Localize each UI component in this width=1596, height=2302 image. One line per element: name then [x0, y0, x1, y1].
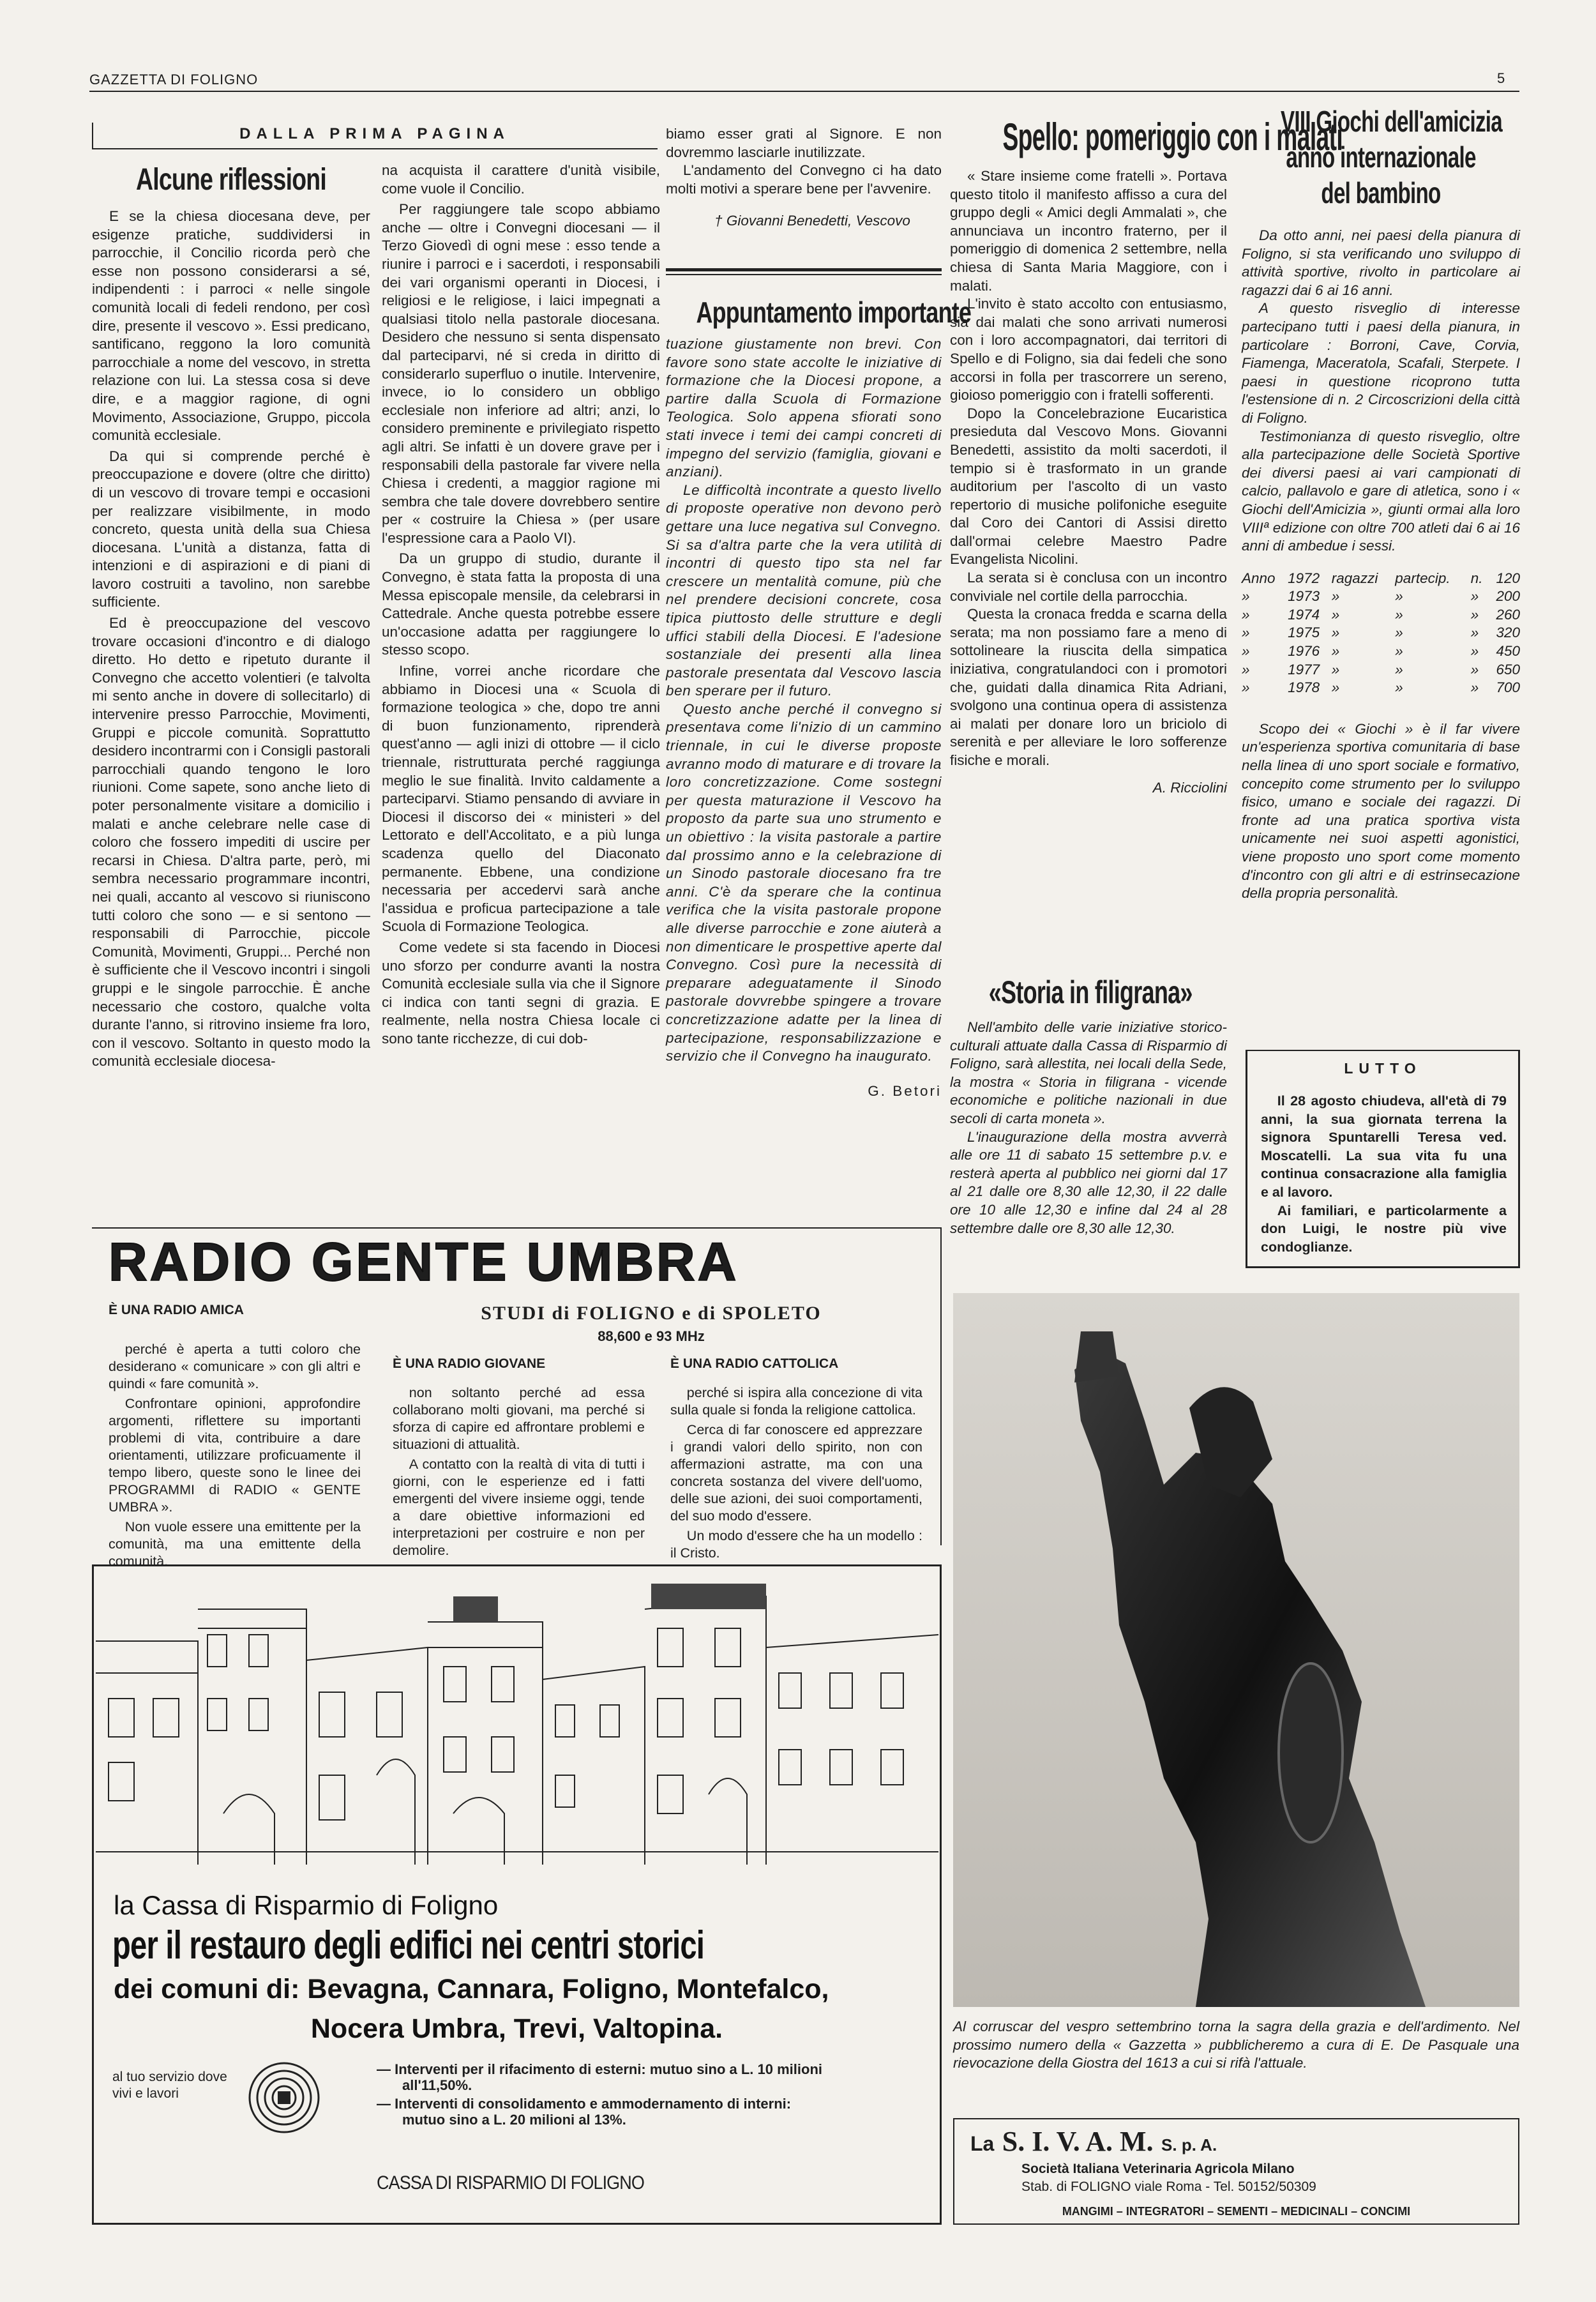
paragraph: Non vuole essere una emittente per la comunità, ma una emittente della comunità.: [109, 1519, 361, 1569]
paragraph: Questo anche perché il convegno si presentava come li'nizio di un cammino triennale, in cui le diverse proposte avranno modo di maturare e di trovare la loro concretizzazione. Come sostegni per questa maturazione il Vescovo ha proposto da parte sua uno strumento e un obiettivo : la visita pastorale a partire dal prossimo anno e la celebrazione di un Sinodo pastorale diocesano fra tre anni. C'è da sperare che la continua verifica che la visita pastorale propone alle diverse parrocchie e zone aiuterà a non dimenticare le prospettive aperte dal Convegno. Così pure la necessità di preparare adeguatamente il Sinodo pastorale dovvrebbe spingere a trovare concretizzazione adatte per la linea di partecipazione, responsabilizzazione e servizio che il Convegno ha inaugurato.: [666, 700, 942, 1064]
article-col-1: [92, 208, 370, 1216]
paragraph: na acquista il carattere d'unità visibile, come vuole il Concilio.: [382, 162, 660, 197]
table-cell: »: [1331, 679, 1340, 696]
table-cell: 260: [1496, 606, 1520, 623]
table-cell: 320: [1496, 625, 1520, 641]
paragraph: E se la chiesa diocesana deve, per esigenze pratiche, suddividersi in parrocchie, il Concilio ricorda però che esse non possono considerarsi a sé, indipendenti : i parroci « nelle singole comunità locali di fedeli rendono, per così dire, presente il vescovo ». Essi predicano, santificano, reggono la loro comunità parrocchiale a nome del vescovo, in stretta relazione con lui. La stessa cosa si deve dire, e a maggior ragione, di ogni Movimento, Associazione, Gruppo, piccola comunità ecclesiale.: [92, 208, 370, 444]
table-row: [1242, 679, 1520, 697]
cassa-line-3: dei comuni di: Bevagna, Cannara, Foligno, Montefalco,: [114, 1974, 829, 2004]
cassa-line-4: Nocera Umbra, Trevi, Valtopina.: [310, 2013, 723, 2044]
table-cell: »: [1395, 679, 1403, 696]
participants-table: [1242, 570, 1520, 697]
table-cell: ragazzi: [1331, 570, 1378, 586]
table-cell: »: [1242, 606, 1250, 623]
table-cell: 1977: [1288, 661, 1320, 678]
paragraph: L'invito è stato accolto con entusiasmo, sia dai malati che sono arrivati numerosi con i loro accompagnatori, dai territori di Spello e di Foligno, sia dai fedeli che sono accorsi in folla per trascorrere un sereno, gioioso pomeriggio con i fratelli sofferenti.: [950, 296, 1227, 404]
table-cell: 1972: [1288, 570, 1320, 586]
paragraph: Da otto anni, nei paesi della pianura di Foligno, si sta verificando uno sviluppo di attività sportive, rivolto in particolare ai ragazzi dai 6 ai 16 anni.: [1242, 227, 1520, 298]
radio-title: RADIO GENTE UMBRA: [109, 1232, 739, 1292]
paragraph: « Stare insieme come fratelli ». Portava questo titolo il manifesto affisso a cura del gruppo degli « Amici degli Ammalati », che annunciava un incontro fraterno, per il pomeriggio di domenica 2 settembre, nella chiesa di Santa Maria Maggiore, con i malati.: [950, 168, 1227, 294]
cassa-line-2: per il restauro degli edifici nei centri storici: [112, 1923, 705, 1967]
lutto-title: LUTTO: [1344, 1060, 1422, 1077]
cassa-service: al tuo servizio dove vivi e lavori: [112, 2070, 227, 2101]
giochi-text: [1242, 227, 1520, 902]
table-cell: »: [1242, 625, 1250, 641]
table-row: [1242, 587, 1520, 606]
table-row: [1242, 624, 1520, 642]
paragraph: Il 28 agosto chiudeva, all'età di 79 anni, la sua giornata terrena la signora Spuntarelli Teresa ved. Moscatelli. La sua vita fu una continua consacrazione alla famiglia e al lavoro.: [1261, 1093, 1507, 1200]
paragraph: Cerca di far conoscere ed apprezzare i grandi valori dello spirito, non con affermazioni astratte, ma con una concreta sostanza del vivere dell'uomo, delle sue azioni, dei suoi comportamenti, del suo modo d'essere.: [670, 1422, 922, 1524]
paragraph: biamo esser grati al Signore. E non dovremmo lasciarle inutilizzate.: [666, 126, 942, 160]
table-cell: 120: [1496, 570, 1520, 586]
lutto-text: [1261, 1092, 1507, 1264]
paragraph: perché si ispira alla concezione di vita sulla quale si fonda la religione cattolica.: [670, 1385, 922, 1418]
section-rule: [666, 268, 942, 271]
paragraph: Ai familiari, e particolarmente a don Luigi, le nostre più vive condoglianze.: [1261, 1202, 1507, 1255]
radio-frequency: 88,600 e 93 MHz: [598, 1328, 705, 1344]
paragraph: Scopo dei « Giochi » è il far vivere un'esperienza sportiva comunitaria di base nella linea di uno sport sociale e formativo, concepito come strumento per lo sviluppo fisico, umano e sociale dei ragazzi. Di fronte ad una pratica sportiva vista unicamente nei suoi aspetti agonistici, viene proposto uno sport come momento d'incontro con gli altri e di estrinsecazione della propria personalità.: [1242, 720, 1520, 902]
sivam-name: [970, 2125, 1217, 2165]
table-cell: »: [1470, 606, 1479, 623]
paragraph: Nell'ambito delle varie iniziative storico-culturali attuate dalla Cassa di Risparmio di Foligno, sarà allestita, nei locali della Sede, la mostra « Storia in filigrana - vicende economiche e politiche nazionali in due secoli di carta moneta ».: [950, 1019, 1227, 1126]
table-cell: n.: [1470, 570, 1483, 586]
table-cell: 700: [1496, 679, 1520, 696]
masthead: GAZZETTA DI FOLIGNO: [89, 72, 259, 87]
cassa-offer: — Interventi di consolidamento e ammodernamento di interni: mutuo sino a L. 20 milioni al 13%.: [377, 2096, 792, 2128]
radio-column-heading: È UNA RADIO AMICA: [109, 1303, 244, 1317]
table-cell: »: [1242, 588, 1250, 605]
paragraph: Da un gruppo di studio, durante il Convegno, è stata fatta la proposta di una Messa episcopale mensile, da celebrarsi in Cattedrale. Anche questa potrebbe essere un'occasione adatta per raggiungere lo stesso scopo.: [382, 550, 660, 658]
table-cell: 1974: [1288, 606, 1320, 623]
headline-riflessioni: Alcune riflessioni: [135, 163, 327, 197]
filigrana-text: [950, 1018, 1227, 1274]
radio-studios: STUDI di FOLIGNO e di SPOLETO: [481, 1303, 822, 1324]
cassa-offers: [377, 2061, 836, 2128]
article-col-3-top: [666, 125, 942, 266]
table-cell: 1978: [1288, 679, 1320, 696]
table-cell: »: [1331, 588, 1340, 605]
paragraph: Un modo d'essere che ha un modello : il Cristo.: [670, 1528, 922, 1561]
table-cell: »: [1395, 625, 1403, 641]
paragraph: Le difficoltà incontrate a questo livello di proposte operative non devono però gettare una luce negativa sul Convegno. Si sa d'altra parte che la vera utilità di incontri di questo tipo sta nel far crescere un mentalità comune, più che nel prendere decisioni concrete, cosa tipica piuttosto delle strutture e degli uffici stabili della Diocesi. E l'adesione sostanziale dei presenti alla linea pastorale presentata dal Vescovo lascia ben sperare per il futuro.: [666, 481, 942, 699]
table-cell: »: [1470, 661, 1479, 678]
sivam-suffix: S. p. A.: [1161, 2135, 1217, 2154]
paragraph: tuazione giustamente non brevi. Con favore sono state accolte le iniziative di formazione che la Diocesi propone, a partire dalla Scuola di Formazione Teologica. Solo appena sfiorati sono stati invece i temi dei campi concreti di impegno del servizio (famiglia, giovani e anziani).: [666, 336, 942, 480]
paragraph: Confrontare opinioni, approfondire argomenti, riflettere su importanti problemi di vita, contribuire a dare orientamenti, utilizzare proficuamente il tempo libero, queste sono le linee dei PROGRAMMI di RADIO « GENTE UMBRA ».: [109, 1396, 361, 1515]
paragraph: L'andamento del Convegno ci ha dato molti motivi a sperare bene per l'avvenire.: [666, 162, 942, 197]
table-cell: »: [1331, 625, 1340, 641]
table-cell: 1976: [1288, 643, 1320, 660]
table-cell: »: [1470, 679, 1479, 696]
table-cell: »: [1331, 606, 1340, 623]
table-cell: »: [1470, 643, 1479, 660]
radio-column-heading: È UNA RADIO GIOVANE: [393, 1356, 546, 1371]
headline-appuntamento: Appuntamento importante: [696, 296, 972, 329]
table-cell: 200: [1496, 588, 1520, 605]
table-cell: »: [1395, 643, 1403, 660]
table-cell: »: [1331, 661, 1340, 678]
table-cell: Anno: [1242, 570, 1276, 586]
headline-spello: Spello: pomeriggio con i malati: [1002, 116, 1343, 158]
headline-filigrana: «Storia in filigrana»: [988, 974, 1193, 1010]
table-cell: »: [1395, 588, 1403, 605]
headline-line: del bambino: [1321, 176, 1441, 209]
sivam-address: Stab. di FOLIGNO viale Roma - Tel. 50152/50309: [1021, 2179, 1316, 2194]
paragraph: L'inaugurazione della mostra avverrà alle ore 11 di sabato 15 settembre p.v. e resterà aperta al pubblico nei giorni dal 17 al 21 dalle ore 8,30 alle 12,30, il 22 dalle ore 10 alle 12,30 e infine dal 24 al 28 settembre dalle ore 8,30 alle 12,30.: [950, 1128, 1227, 1236]
paragraph: Infine, vorrei anche ricordare che abbiamo in Diocesi una « Scuola di formazione teologica » che, dopo tre anni di buon funzionamento, riprenderà quest'anno — agli inizi di ottobre — il ciclo triennale, ristrutturata perché raggiunga meglio le sue finalità. Invito caldamente a parteciparvi. Stiamo pensando di avviare in Diocesi il discorso dei « ministeri » del Lettorato e dell'Accolitato, e a più lunga scadenza quello del Diaconato permanente. Ebbene, una condizione necessaria per accedervi sarà anche l'assidua e proficua partecipazione a tale Scuola di Formazione Teologica.: [382, 663, 660, 935]
paragraph: Testimonianza di questo risveglio, oltre alla partecipazione delle Società Sportive dei diversi paesi ai vari campionati di calcio, pallavolo e gare di atletica, sono i « Giochi dell'Amicizia », giunti ormai alla loro VIIIª edizione con oltre 700 atleti dai 6 ai 16 anni di ambedue i sessi.: [1242, 428, 1520, 554]
sivam-products: MANGIMI – INTEGRATORI – SEMENTI – MEDICINALI – CONCIMI: [1062, 2205, 1411, 2218]
bishop-signature: † Giovanni Benedetti, Vescovo: [714, 213, 910, 229]
table-cell: 650: [1496, 661, 1520, 678]
paragraph: Ed è preoccupazione del vescovo trovare occasioni d'incontro e di dialogo diretto. Ho detto e ripetuto durante il Convegno che accetto volentieri (e talvolta mi sento anche in dovere di sollecitarlo) di intervenire presso Parrocchie, Movimenti, Gruppi e piccole comunità. Soprattutto desidero incontrarmi con i Consigli pastorali parrocchiali quando tengono le loro riunioni. Come sapete, sono anche lieto di poter personalmente visitare a domicilio i malati e anche celebrare nelle case di coloro che fossero impediti di uscire per recarsi in Chiesa. D'altra parte, però, mi sembra necessario programmare incontri, nei quali, accanto al vescovo si riuniscono tutti coloro che sono — e si sentono — responsabili di Parrocchie, piccole Comunità, Movimenti, Gruppi... Perché non è sufficiente che il Vescovo incontri i singoli gruppi e le singole parrocchie. È anche necessario che costoro, qualche volta durante l'anno, si ritrovino insieme fra loro, con il vescovo. Soltanto in questo modo la comunità ecclesiale diocesa-: [92, 615, 370, 1070]
paragraph: Dopo la Concelebrazione Eucaristica presieduta dal Vescovo Mons. Giovanni Benedetti, assistito da molti sacerdoti, il tempio si è trasformato in un grande auditorium per l'ascolto di un vasto repertorio di musiche polifoniche eseguite dal Coro dei Cantori di Assisi diretto dall'ormai celebre Maestro Padre Evangelista Nicolini.: [950, 405, 1227, 568]
statue-photo: [953, 1293, 1519, 2007]
table-cell: »: [1242, 643, 1250, 660]
table-row: [1242, 606, 1520, 625]
paragraph: A contatto con la realtà di vita di tutti i giorni, con le esperienze ed i fatti emergenti del vivere insieme oggi, tende a dare obiettive informazioni ed interpretazioni per costruire e non per demolire.: [393, 1457, 645, 1558]
cassa-line-1: la Cassa di Risparmio di Foligno: [114, 1890, 499, 1920]
sivam-initials: S. I. V. A. M.: [1002, 2126, 1154, 2157]
paragraph: perché è aperta a tutti coloro che desiderano « comunicare » con gli altri e quindi « fare comunità ».: [109, 1342, 361, 1391]
cassa-offer: — Interventi per il rifacimento di esterni: mutuo sino a L. 10 milioni all'11,50%.: [377, 2061, 823, 2093]
cassa-brand: CASSA DI RISPARMIO DI FOLIGNO: [377, 2172, 644, 2193]
appuntamento-text: [666, 335, 942, 1223]
table-row: [1242, 570, 1520, 588]
photo-caption: Al corruscar del vespro settembrino torna la sagra della grazia e dell'ardimento. Nel prossimo numero della « Gazzetta » pubblicheremo a cura di E. De Pasquale una rievocazione della Giostra del 1613 a cui si rifà l'attuale.: [953, 2018, 1519, 2071]
radio-column-3: [670, 1356, 922, 1564]
radio-column-1: [109, 1303, 361, 1573]
headline-giochi: [1242, 103, 1520, 211]
table-cell: »: [1470, 588, 1479, 605]
table-cell: »: [1395, 606, 1403, 623]
headline-line: anno internazionale: [1286, 140, 1476, 174]
table-cell: 1975: [1288, 625, 1320, 641]
header-rule: [89, 91, 1519, 92]
sivam-full-name: Società Italiana Veterinaria Agricola Milano: [1021, 2162, 1295, 2176]
author-signature: A. Ricciolini: [1152, 779, 1227, 796]
radio-column-heading: È UNA RADIO CATTOLICA: [670, 1356, 839, 1371]
paragraph: Per raggiungere tale scopo abbiamo anche — oltre i Convegni diocesani — il Terzo Giovedì di ogni mese : esso tende a riunire i parroci e i sacerdoti, i responsabili dei vari organismi operanti in Diocesi, i religiosi e le religiose, i laici impegnati a qualsiasi titolo nella pastorale diocesana. Desidero che nessuno si senta dispensato dal parteciparvi, né si creda in diritto di considerarlo superfluo o inutile. Intervenire, invece, io lo considero un obbligo ecclesiale non inferiore ad altri; anzi, lo considero preminente e privilegiato rispetto agli altri. Se infatti è un dovere grave per i responsabili della pastorale far vivere nella Chiesa i credenti, a maggior ragione mi sembra che tale dovere dovrebbero sentire per « costruire la Chiesa » (per usare l'espressione cara a Paolo VI).: [382, 201, 660, 546]
headline-line: VIII Giochi dell'amicizia: [1281, 105, 1503, 138]
paragraph: La serata si è conclusa con un incontro conviviale nel cortile della parrocchia.: [950, 570, 1227, 604]
table-cell: »: [1331, 643, 1340, 660]
table-cell: »: [1242, 679, 1250, 696]
radio-column-2: [393, 1356, 645, 1562]
table-row: [1242, 661, 1520, 679]
paragraph: Questa la cronaca fredda e scarna della serata; ma non possiamo fare a meno di sottolineare la riuscita della simpatica iniziativa, congratulandoci con i promotori che, guidati dalla dinamica Rita Adriani, svolgono una continua opera di assistenza ai malati per donare loro un briciolo di serenità e per alleviare le loro sofferenze fisiche e morali.: [950, 606, 1227, 768]
table-cell: »: [1242, 661, 1250, 678]
author-signature: G. Betori: [868, 1082, 942, 1099]
table-cell: 1973: [1288, 588, 1320, 605]
paragraph: non soltanto perché ad essa collaborano molti giovani, ma perché si sforza di capire ed affrontare problemi e situazioni di attualità.: [393, 1385, 645, 1452]
table-cell: partecip.: [1395, 570, 1450, 586]
table-cell: »: [1470, 625, 1479, 641]
table-cell: 450: [1496, 643, 1520, 660]
paragraph: Come vedete si sta facendo in Diocesi uno sforzo per condurre avanti la nostra Comunità ecclesiale sulla via che il Signore ci indica con tanti segni di grazia. E realmente, nella nostra Chiesa locale ci sono tante ricchezze, di cui dob-: [382, 939, 660, 1047]
historic-buildings-illustration: [96, 1571, 938, 1865]
table-row: [1242, 642, 1520, 661]
paragraph: A questo risveglio di interesse partecipano tutti i paesi della pianura, in particolare : Borroni, Cave, Corvia, Fiamenga, Maceratola, Scafali, Sterpete. I paesi in questione ricoprono tutta l'estensione di n. 2 Circoscrizioni della città di Foligno.: [1242, 300, 1520, 426]
section-rule: [666, 274, 942, 275]
table-cell: »: [1395, 661, 1403, 678]
paragraph: Da qui si comprende perché è preoccupazione e dovere (oltre che diritto) di un vescovo di trovare tempi e occasioni per realizzare visibilmente, in modo concreto, questa unità della sua Chiesa diocesana. L'unità a distanza, fatta di intenzioni e di aspirazioni e di piani di lavoro costruiti a tavolino, non sarebbe sufficiente.: [92, 448, 370, 610]
spello-text: [950, 167, 1227, 946]
article-col-2: [382, 162, 660, 1216]
kicker: DALLA PRIMA PAGINA: [239, 125, 510, 142]
sivam-prefix: La: [970, 2132, 995, 2155]
page-number: 5: [1497, 70, 1505, 86]
cassa-logo-icon: [246, 2059, 322, 2142]
